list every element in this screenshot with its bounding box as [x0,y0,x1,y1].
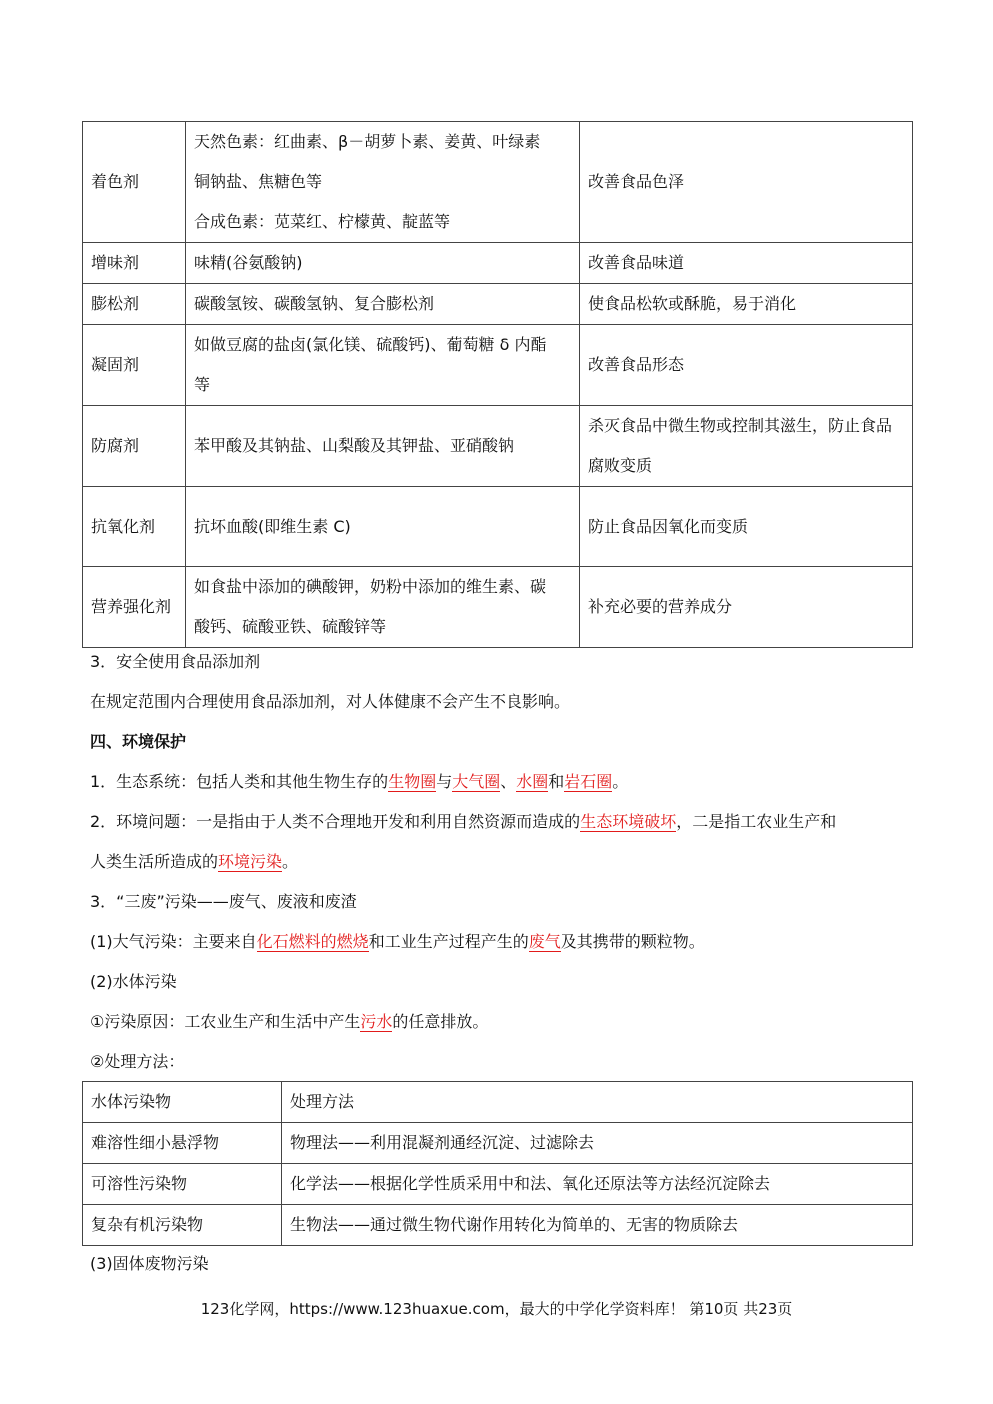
table-row [83,406,913,487]
additive-examples: 味精(谷氨酸钠) [186,243,580,284]
method-cell: 物理法——利用混凝剂通经沉淀、过滤除去 [282,1123,913,1164]
column-header: 处理方法 [282,1082,913,1123]
additive-name: 防腐剂 [83,406,186,487]
additive-name: 膨松剂 [83,284,186,325]
pollutant-cell: 复杂有机污染物 [83,1205,282,1246]
environment-problem-paragraph: 2．环境问题：一是指由于人类不合理地开发和利用自然资源而造成的生态环境破坏，二是指工农业生产和 [90,812,837,831]
safe-use-title: 3．安全使用食品添加剂 [90,652,261,671]
section-heading: 四、环境保护 [90,732,187,751]
additive-examples: 抗坏血酸(即维生素 C) [186,487,580,567]
additive-effect: 改善食品味道 [580,243,913,284]
keyword: 化石燃料的燃烧 [256,932,369,951]
additive-effect: 改善食品色泽 [580,122,913,243]
table-row [83,567,913,648]
additive-examples: 如做豆腐的盐卤(氯化镁、硫酸钙)、葡萄糖 δ 内酯 等 [186,325,580,406]
keyword: 大气圈 [452,772,501,791]
additive-effect: 杀灭食品中微生物或控制其滋生，防止食品腐败变质 [580,406,913,487]
additive-effect: 补充必要的营养成分 [580,567,913,648]
keyword: 水圈 [516,772,549,791]
keyword: 污水 [360,1012,393,1031]
keyword: 生态环境破坏 [580,812,677,831]
table-row [83,1205,913,1246]
pollutant-cell: 可溶性污染物 [83,1164,282,1205]
water-treatment-title: ②处理方法： [90,1052,185,1071]
table-row [83,487,913,567]
additive-name: 抗氧化剂 [83,487,186,567]
keyword: 环境污染 [218,852,283,871]
table-row [83,284,913,325]
method-cell: 生物法——通过微生物代谢作用转化为简单的、无害的物质除去 [282,1205,913,1246]
water-pollution-title: (2)水体污染 [90,972,177,991]
additive-effect: 改善食品形态 [580,325,913,406]
additive-name: 着色剂 [83,122,186,243]
table-row [83,325,913,406]
ecosystem-paragraph: 1．生态系统：包括人类和其他生物生存的生物圈与大气圈、水圈和岩石圈。 [90,772,629,791]
additive-name: 凝固剂 [83,325,186,406]
table-row [83,122,913,243]
table-row [83,1164,913,1205]
pollutant-cell: 难溶性细小悬浮物 [83,1123,282,1164]
water-treatment-table [82,1081,913,1246]
table-header-row [83,1082,913,1123]
solid-waste-title: (3)固体废物污染 [90,1254,209,1273]
table-row [83,1123,913,1164]
additive-examples: 如食盐中添加的碘酸钾，奶粉中添加的维生素、碳 酸钙、硫酸亚铁、硫酸锌等 [186,567,580,648]
page-footer: 123化学网，https://www.123huaxue.com，最大的中学化学资料库！ 第10页 共23页 [200,1300,793,1318]
column-header: 水体污染物 [83,1082,282,1123]
keyword: 生物圈 [388,772,437,791]
environment-problem-paragraph-line2: 人类生活所造成的环境污染。 [90,852,299,871]
additive-examples: 碳酸氢铵、碳酸氢钠、复合膨松剂 [186,284,580,325]
table-row [83,243,913,284]
safe-use-text: 在规定范围内合理使用食品添加剂，对人体健康不会产生不良影响。 [90,692,571,711]
food-additives-table [82,121,913,648]
additive-name: 增味剂 [83,243,186,284]
method-cell: 化学法——根据化学性质采用中和法、氧化还原法等方法经沉淀除去 [282,1164,913,1205]
keyword: 岩石圈 [564,772,613,791]
additive-examples: 苯甲酸及其钠盐、山梨酸及其钾盐、亚硝酸钠 [186,406,580,487]
water-pollution-cause: ①污染原因：工农业生产和生活中产生污水的任意排放。 [90,1012,489,1031]
additive-name: 营养强化剂 [83,567,186,648]
three-wastes-title: 3．“三废”污染——废气、废液和废渣 [90,892,357,911]
additive-effect: 使食品松软或酥脆，易于消化 [580,284,913,325]
additive-examples: 天然色素：红曲素、β－胡萝卜素、姜黄、叶绿素 铜钠盐、焦糖色等 合成色素：苋菜红、柠檬黄、靛蓝等 [186,122,580,243]
air-pollution-paragraph: (1)大气污染：主要来自化石燃料的燃烧和工业生产过程产生的废气及其携带的颗粒物。 [90,932,705,951]
keyword: 废气 [528,932,561,951]
additive-effect: 防止食品因氧化而变质 [580,487,913,567]
